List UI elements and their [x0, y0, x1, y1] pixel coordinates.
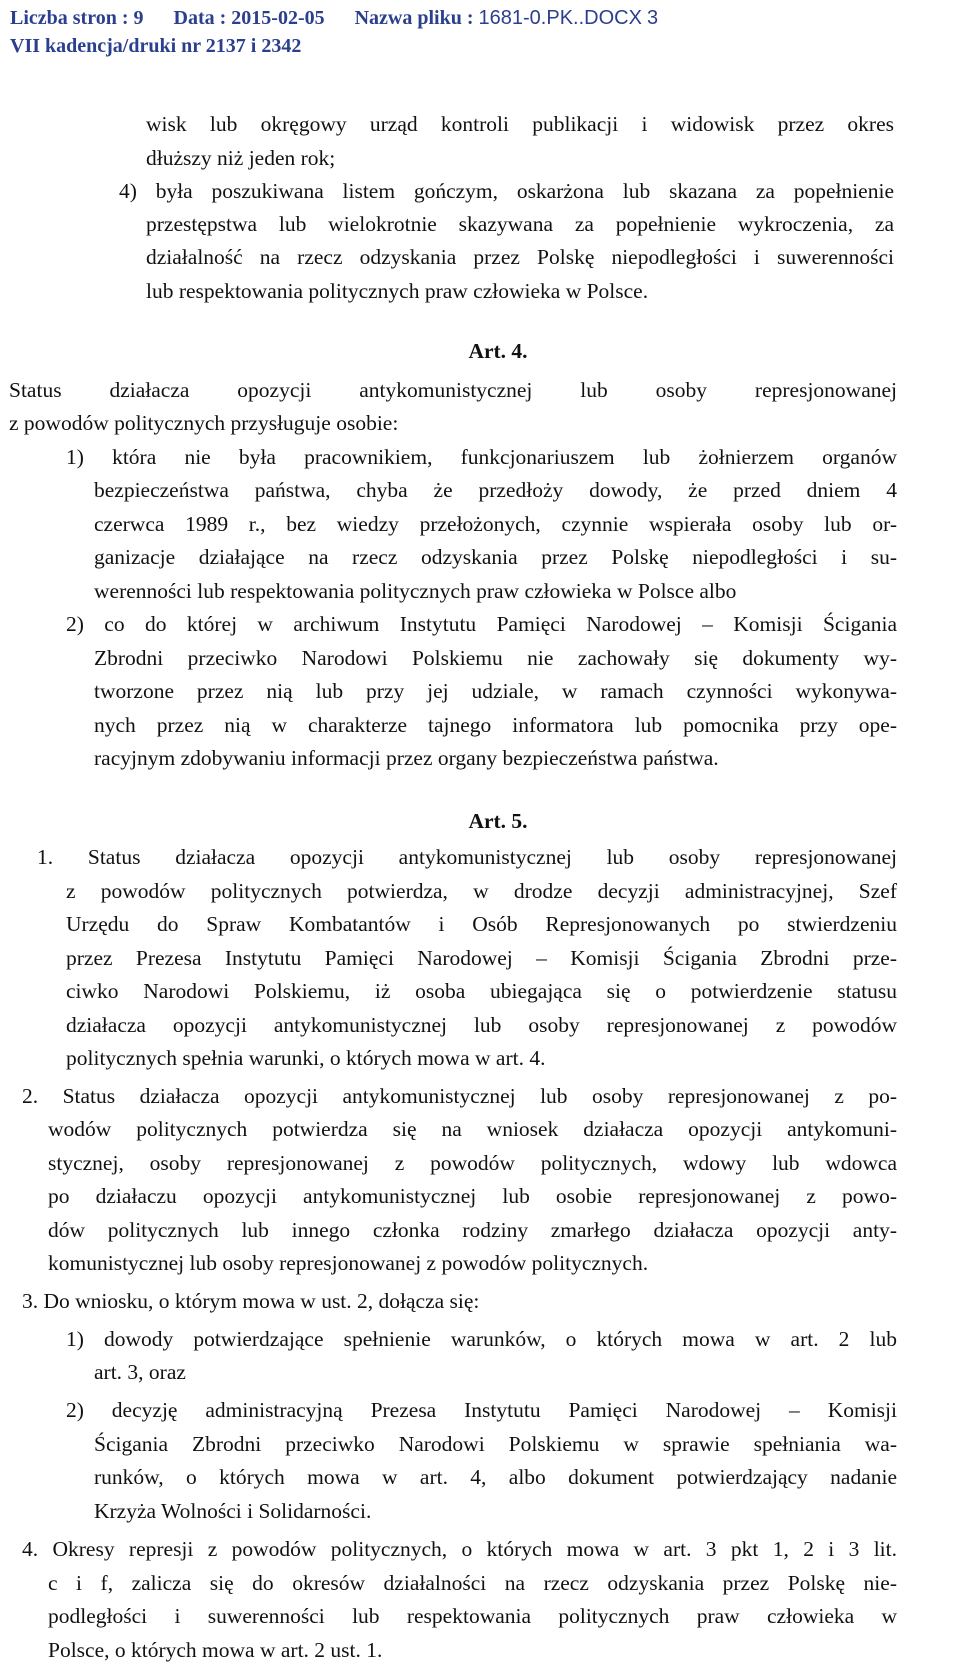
text-line: racyjnym zdobywaniu informacji przez organy bezpieczeństwa państwa. — [94, 746, 719, 770]
text-line: dłuższy niż jeden rok; — [146, 146, 336, 170]
text-line: 4. Okresy represji z powodów politycznych, o których mowa w art. 3 pkt 1, 2 i 3 lit. — [22, 1537, 897, 1561]
text-line: z powodów politycznych potwierdza, w drodze decyzji administracyjnej, Szef — [66, 879, 897, 903]
document-header — [10, 4, 658, 32]
text-line: po działaczu opozycji antykomunistycznej lub osobie represjonowanej z powo- — [48, 1184, 897, 1208]
date-value: 2015-02-05 — [231, 7, 325, 29]
text-line: 2. Status działacza opozycji antykomunistycznej lub osoby represjonowanej z po- — [22, 1084, 897, 1108]
text-line: 1) dowody potwierdzające spełnienie warunków, o których mowa w art. 2 lub — [66, 1327, 897, 1351]
text-line: wisk lub okręgowy urząd kontroli publikacji i widowisk przez okres — [146, 112, 894, 136]
text-line: wodów politycznych potwierdza się na wniosek działacza opozycji antykomuni- — [48, 1117, 897, 1141]
text-line: art. 3, oraz — [94, 1360, 186, 1384]
text-line: czerwca 1989 r., bez wiedzy przełożonych, czynnie wspierała osoby lub or- — [94, 512, 897, 536]
file-label: Nazwa pliku : — [354, 7, 474, 29]
text-line: ganizacje działające na rzecz odzyskania przez Polskę niepodległości i su- — [94, 545, 897, 569]
text-line: ciwko Narodowi Polskiemu, iż osoba ubiegająca się o potwierdzenie statusu — [66, 979, 897, 1003]
text-line: Zbrodni przeciwko Narodowi Polskiemu nie zachowały się dokumenty wy- — [94, 646, 897, 670]
text-line: z powodów politycznych przysługuje osobie: — [9, 411, 399, 435]
text-line: nych przez nią w charakterze tajnego informatora lub pomocnika przy ope- — [94, 713, 897, 737]
date-label: Data : — [173, 7, 227, 29]
text-line: bezpieczeństwa państwa, chyba że przedłoży dowody, że przed dniem 4 — [94, 478, 897, 502]
text-line: 1. Status działacza opozycji antykomunistycznej lub osoby represjonowanej — [37, 845, 897, 869]
text-line: działalność na rzecz odzyskania przez Polskę niepodległości i suwerenności — [146, 245, 894, 269]
text-line: podległości i suwerenności lub respektowania politycznych praw człowieka w — [48, 1604, 897, 1628]
text-line: 1) która nie była pracownikiem, funkcjonariuszem lub żołnierzem organów — [66, 445, 897, 469]
text-line: dów politycznych lub innego członka rodziny zmarłego działacza opozycji anty- — [48, 1218, 897, 1242]
page-number: 3 — [646, 7, 659, 29]
text-line: runków, o których mowa w art. 4, albo dokument potwierdzający nadanie — [94, 1465, 897, 1489]
text-line: politycznych spełnia warunki, o których mowa w art. 4. — [66, 1046, 546, 1070]
text-line: werenności lub respektowania politycznych praw człowieka w Polsce albo — [94, 579, 737, 603]
text-line: lub respektowania politycznych praw człowieka w Polsce. — [146, 279, 649, 303]
file-name: 1681-0.PK..DOCX — [478, 7, 642, 29]
page-count: 9 — [133, 7, 144, 29]
text-line: stycznej, osoby represjonowanej z powodów politycznych, wdowy lub wdowca — [48, 1151, 897, 1175]
print-reference: VII kadencja/druki nr 2137 i 2342 — [10, 35, 302, 57]
text-line: Ścigania Zbrodni przeciwko Narodowi Polskiemu w sprawie spełniania wa- — [94, 1432, 897, 1456]
text-line: 2) decyzję administracyjną Prezesa Instytutu Pamięci Narodowej – Komisji — [66, 1398, 897, 1422]
text-line: Krzyża Wolności i Solidarności. — [94, 1499, 372, 1523]
article-heading-5: Art. 5. — [468, 809, 528, 833]
text-line: 2) co do której w archiwum Instytutu Pamięci Narodowej – Komisji Ścigania — [66, 612, 897, 636]
text-line: Polsce, o których mowa w art. 2 ust. 1. — [48, 1638, 383, 1662]
text-line: tworzone przez nią lub przy jej udziale, w ramach czynności wykonywa- — [94, 679, 897, 703]
text-line: komunistycznej lub osoby represjonowanej z powodów politycznych. — [48, 1251, 649, 1275]
text-line: 3. Do wniosku, o którym mowa w ust. 2, dołącza się: — [22, 1289, 480, 1313]
text-line: Status działacza opozycji antykomunistycznej lub osoby represjonowanej — [9, 378, 897, 402]
text-line: Urzędu do Spraw Kombatantów i Osób Represjonowanych po stwierdzeniu — [66, 912, 897, 936]
page-count-label: Liczba stron : — [10, 7, 129, 29]
text-line: 4) była poszukiwana listem gończym, oskarżona lub skazana za popełnienie — [119, 179, 894, 203]
text-line: działacza opozycji antykomunistycznej lub osoby represjonowanej z powodów — [66, 1013, 897, 1037]
text-line: przestępstwa lub wielokrotnie skazywana za popełnienie wykroczenia, za — [146, 212, 894, 236]
text-line: przez Prezesa Instytutu Pamięci Narodowej – Komisji Ścigania Zbrodni prze- — [66, 946, 897, 970]
text-line: c i f, zalicza się do okresów działalności na rzecz odzyskania przez Polskę nie- — [48, 1571, 897, 1595]
article-heading-4: Art. 4. — [468, 339, 528, 363]
